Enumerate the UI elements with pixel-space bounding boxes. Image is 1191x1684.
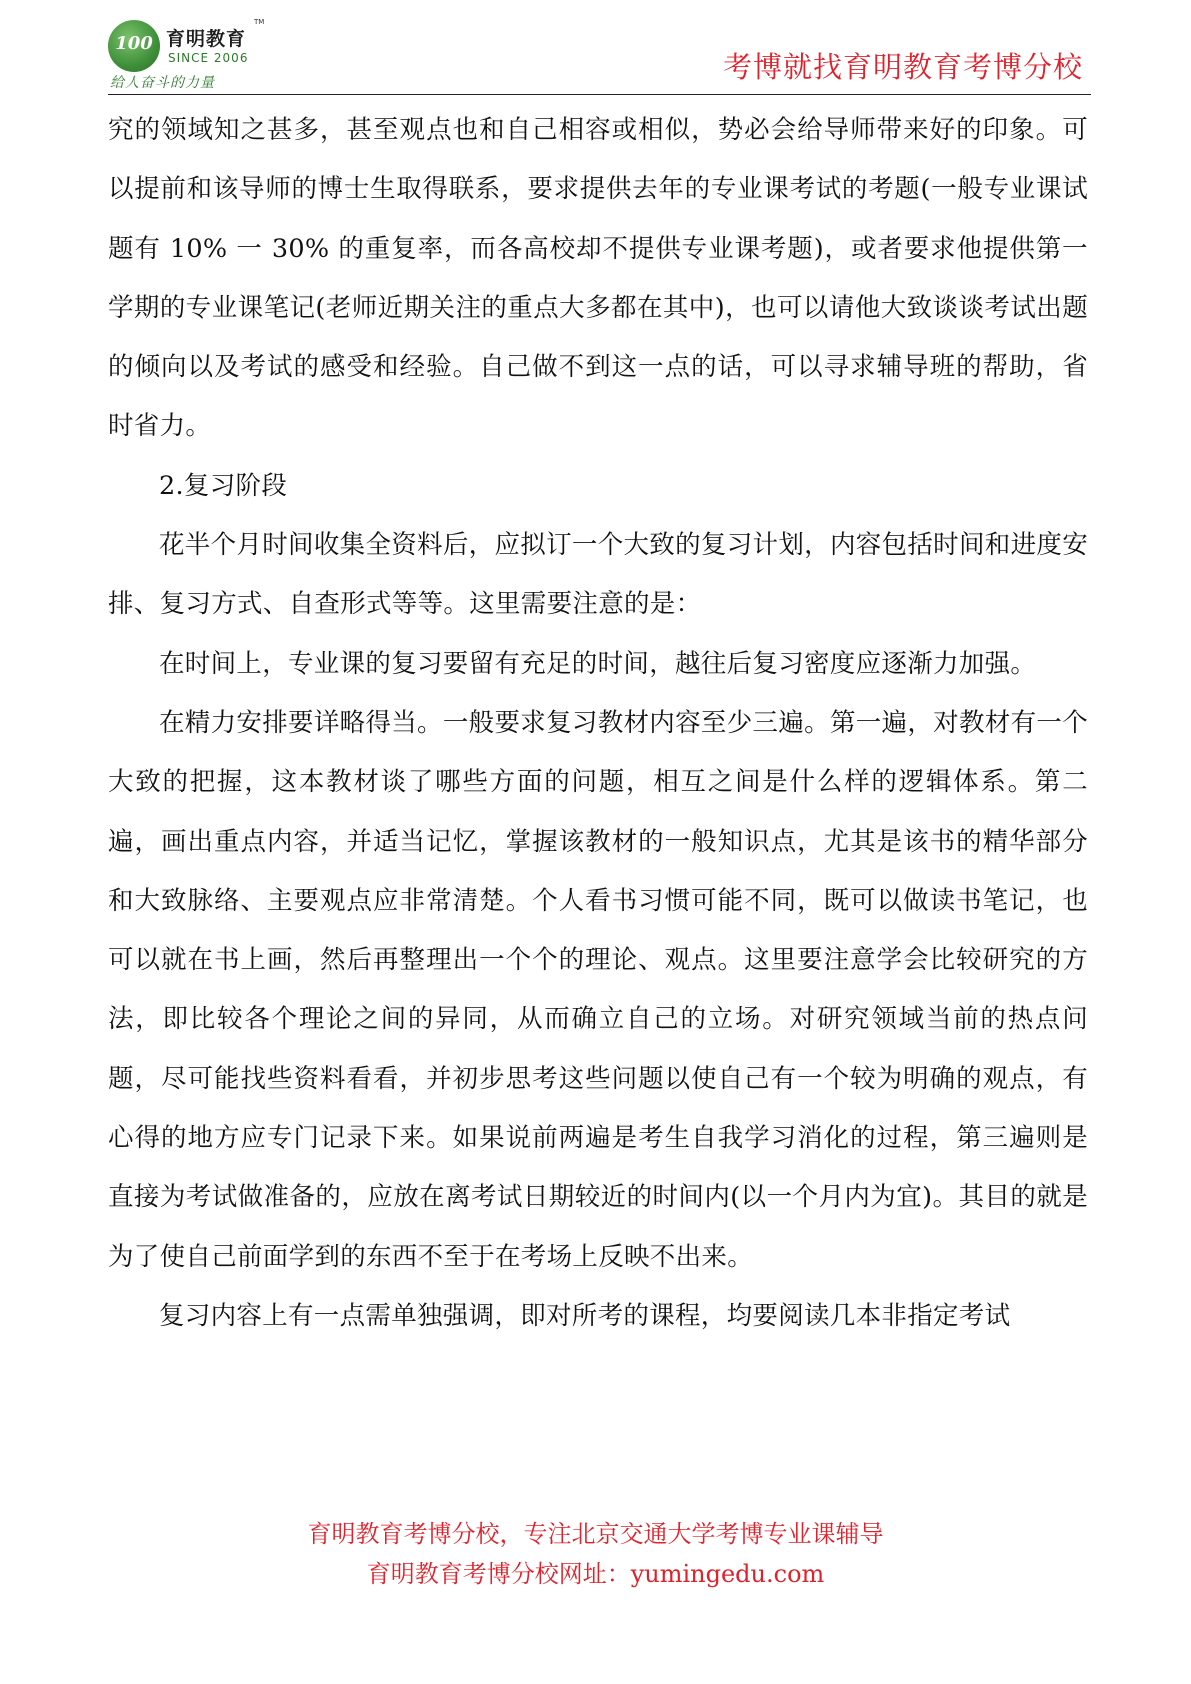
- logo-emblem-icon: [108, 20, 160, 72]
- body-paragraph: 花半个月时间收集全资料后，应拟订一个大致的复习计划，内容包括时间和进度安排、复习方式、自查形式等等。这里需要注意的是：: [108, 530, 1088, 620]
- logo-emblem-text: 100: [115, 33, 153, 54]
- page-footer: [0, 1514, 1191, 1594]
- footer-tagline: 育明教育考博分校，专注北京交通大学考博专业课辅导: [307, 1520, 884, 1548]
- body-paragraph: 究的领域知之甚多，甚至观点也和自己相容或相似，势必会给导师带来好的印象。可以提前和该导师的博士生取得联系，要求提供去年的专业课考试的考题(一般专业课试题有 10% 一 30% 的重复率，而各高校却不提供专业课考题)，或者要求他提供第一学期的专业课笔记(老师近期关注的重点大多都在其中)，也可以请他大致谈谈考试出题的倾向以及考试的感受和经验。自己做不到这一点的话，可以寻求辅导班的帮助，省时省力。: [108, 115, 1088, 442]
- brand-logo: [108, 18, 268, 90]
- section-heading: 2.复习阶段: [159, 470, 288, 501]
- body-paragraph: 复习内容上有一点需单独强调，即对所考的课程，均要阅读几本非指定考试: [159, 1300, 1011, 1331]
- logo-trademark: TM: [254, 18, 265, 26]
- footer-website: 育明教育考博分校网址：yumingedu.com: [366, 1560, 825, 1588]
- page-header: [0, 0, 1191, 100]
- logo-since: SINCE 2006: [168, 51, 249, 65]
- header-divider: [108, 94, 1091, 95]
- body-paragraph: 在精力安排要详略得当。一般要求复习教材内容至少三遍。第一遍，对教材有一个大致的把握，这本教材谈了哪些方面的问题，相互之间是什么样的逻辑体系。第二遍，画出重点内容，并适当记忆，掌握该教材的一般知识点，尤其是该书的精华部分和大致脉络、主要观点应非常清楚。个人看书习惯可能不同，既可以做读书笔记，也可以就在书上画，然后再整理出一个个的理论、观点。这里要注意学会比较研究的方法，即比较各个理论之间的异同，从而确立自己的立场。对研究领域当前的热点问题，尽可能找些资料看看，并初步思考这些问题以使自己有一个较为明确的观点，有心得的地方应专门记录下来。如果说前两遍是考生自我学习消化的过程，第三遍则是直接为考试做准备的，应放在离考试日期较近的时间内(以一个月内为宜)。其目的就是为了使自己前面学到的东西不至于在考场上反映不出来。: [108, 707, 1088, 1272]
- document-body: [108, 101, 1088, 1346]
- header-title: 考博就找育明教育考博分校: [722, 50, 1083, 84]
- body-paragraph: 在时间上，专业课的复习要留有充足的时间，越往后复习密度应逐渐力加强。: [159, 648, 1037, 679]
- logo-slogan: 给人奋斗的力量: [110, 75, 215, 91]
- logo-brand-name: 育明教育: [166, 28, 247, 50]
